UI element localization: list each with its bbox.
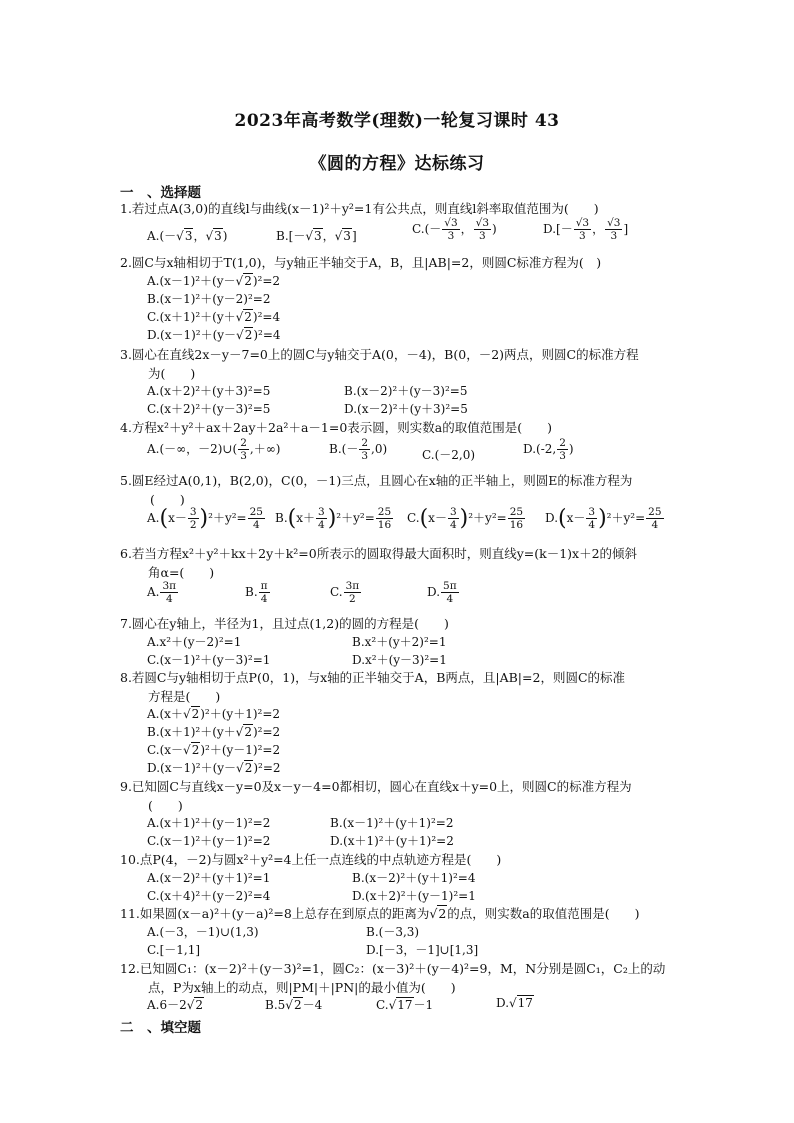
q10-option-b: B.(x－2)²＋(y＋1)²=4 [352,871,476,885]
q12-option-a: A.6－2√2 [147,998,204,1012]
page-subtitle: 《圆的方程》达标练习 [309,154,485,174]
section-heading-fill: 二 、填空题 [120,1020,201,1036]
q12-option-b: B.5√2－4 [265,998,323,1012]
q1-option-c: C.(－ $\frac{√3}{3}$ ， $\frac{√3}{3}$ ) [412,217,497,242]
q1-option-a: A.(－√3，√3) [147,229,228,243]
question-12: 12.已知圆C₁：(x－2)²＋(y－3)²=1，圆C₂：(x－3)²＋(y－4)²=9，M，N分别是圆C₁，C₂上的动 点，P为x轴上的动点，则|PM|＋|PN|的最小值为( ) [120,961,666,995]
q7-option-d: D.x²＋(y－3)²=1 [352,653,447,667]
q9-option-d: D.(x＋1)²＋(y＋1)²=2 [330,834,454,848]
q2-option-a: A.(x－1)²＋(y－√2)²=2 [147,274,281,288]
q4-option-d: D.(-2, $\frac{2}{3}$ ) [523,437,574,462]
question-8: 8.若圆C与y轴相切于点P(0，1)，与x轴的正半轴交于A，B两点，且|AB|=2，则圆C的标准 方程是( ) [120,670,626,704]
q12-option-d: D.√17 [496,996,533,1010]
q5-option-c: C.(x－ $\frac{3}{4}$ )²＋y²= $\frac{25}{16}$ [407,506,524,531]
question-4: 4.方程x²＋y²＋ax＋2ay＋2a²＋a－1=0表示圆，则实数a的取值范围是( ) [120,420,552,435]
q10-option-d: D.(x＋2)²＋(y－1)²=1 [352,889,476,903]
q5-option-b: B.(x＋ $\frac{3}{4}$ )²＋y²= $\frac{25}{16}$ [275,506,392,531]
section-heading-choice: 一 、选择题 [120,185,201,201]
q4-option-a: A.(－∞，－2)∪( $\frac{2}{3}$ ,＋∞) [147,437,281,462]
q4-option-c: C.(－2,0) [422,448,476,462]
question-10: 10.点P(4，－2)与圆x²＋y²=4上任一点连线的中点轨迹方程是( ) [120,852,502,867]
q3-option-d: D.(x－2)²＋(y＋3)²=5 [344,402,468,416]
q2-option-d: D.(x－1)²＋(y－√2)²=4 [147,328,281,342]
q3-option-b: B.(x－2)²＋(y－3)²=5 [344,384,468,398]
q6-option-d: D. $\frac{5\pi}{4}$ [427,580,457,605]
q1-option-b: B.[－√3，√3] [276,229,357,243]
q11-option-c: C.[－1,1] [147,943,201,957]
q9-option-b: B.(x－1)²＋(y＋1)²=2 [330,816,454,830]
question-9: 9.已知圆C与直线x－y=0及x－y－4=0都相切，圆心在直线x＋y=0上，则圆C的标准方程为 ( ) [120,779,632,813]
q12-option-c: C.√17－1 [376,998,434,1012]
question-11: 11.如果圆(x－a)²＋(y－a)²=8上总存在到原点的距离为√2的点，则实数a的取值范围是( ) [120,906,640,921]
q11-option-b: B.(－3,3) [366,925,420,939]
q6-option-c: C. $\frac{3\pi}{2}$ [330,580,360,605]
q4-option-b: B.(－ $\frac{2}{3}$ ,0) [329,437,388,462]
question-5: 5.圆E经过A(0,1)，B(2,0)，C(0，－1)三点，且圆心在x轴的正半轴上，则圆E的标准方程为 ( ) [120,473,633,507]
q8-option-c: C.(x－√2)²＋(y－1)²=2 [147,743,281,757]
q6-option-a: A. $\frac{3\pi}{4}$ [147,580,177,605]
q8-option-b: B.(x＋1)²＋(y＋√2)²=2 [147,725,281,739]
question-3: 3.圆心在直线2x－y－7=0上的圆C与y轴交于A(0，－4)，B(0，－2)两点，则圆C的标准方程 为( ) [120,347,639,381]
q7-option-a: A.x²＋(y－2)²=1 [147,635,242,649]
question-2: 2.圆C与x轴相切于T(1,0)，与y轴正半轴交于A，B，且|AB|=2，则圆C标准方程为( ) [120,255,602,270]
q8-option-a: A.(x＋√2)²＋(y＋1)²=2 [147,707,281,721]
q5-option-d: D.(x－ $\frac{3}{4}$ )²＋y²= $\frac{25}{4}$ [545,506,662,531]
question-7: 7.圆心在y轴上，半径为1，且过点(1,2)的圆的方程是( ) [120,616,449,631]
q2-option-c: C.(x＋1)²＋(y＋√2)²=4 [147,310,281,324]
q3-option-c: C.(x＋2)²＋(y－3)²=5 [147,402,271,416]
q9-option-c: C.(x－1)²＋(y－1)²=2 [147,834,271,848]
q1-option-d: D.[－ $\frac{√3}{3}$ ， $\frac{√3}{3}$ ] [543,217,629,242]
q6-option-b: B. $\frac{\pi}{4}$ [245,580,268,605]
question-6: 6.若当方程x²＋y²＋kx＋2y＋k²=0所表示的圆取得最大面积时，则直线y=(k－1)x＋2的倾斜 角α=( ) [120,546,638,580]
q10-option-a: A.(x－2)²＋(y＋1)²=1 [147,871,271,885]
question-stem: 1.若过点A(3,0)的直线l与曲线(x－1)²＋y²=1有公共点，则直线l斜率取值范围为( ) [120,201,599,216]
page-title: 2023年高考数学(理数)一轮复习课时 43 [234,111,560,131]
q7-option-c: C.(x－1)²＋(y－3)²=1 [147,653,271,667]
q10-option-c: C.(x＋4)²＋(y－2)²=4 [147,889,271,903]
q5-option-a: A.(x－ $\frac{3}{2}$ )²＋y²= $\frac{25}{4}$ [147,506,263,531]
q11-option-a: A.(－3，－1)∪(1,3) [147,925,259,939]
question-1 [120,199,710,218]
q8-option-d: D.(x－1)²＋(y－√2)²=2 [147,761,281,775]
q11-option-d: D.[－3，－1]∪[1,3] [366,943,479,957]
q3-option-a: A.(x＋2)²＋(y＋3)²=5 [147,384,271,398]
q7-option-b: B.x²＋(y＋2)²=1 [352,635,447,649]
q2-option-b: B.(x－1)²＋(y－2)²=2 [147,292,271,306]
q9-option-a: A.(x＋1)²＋(y－1)²=2 [147,816,271,830]
